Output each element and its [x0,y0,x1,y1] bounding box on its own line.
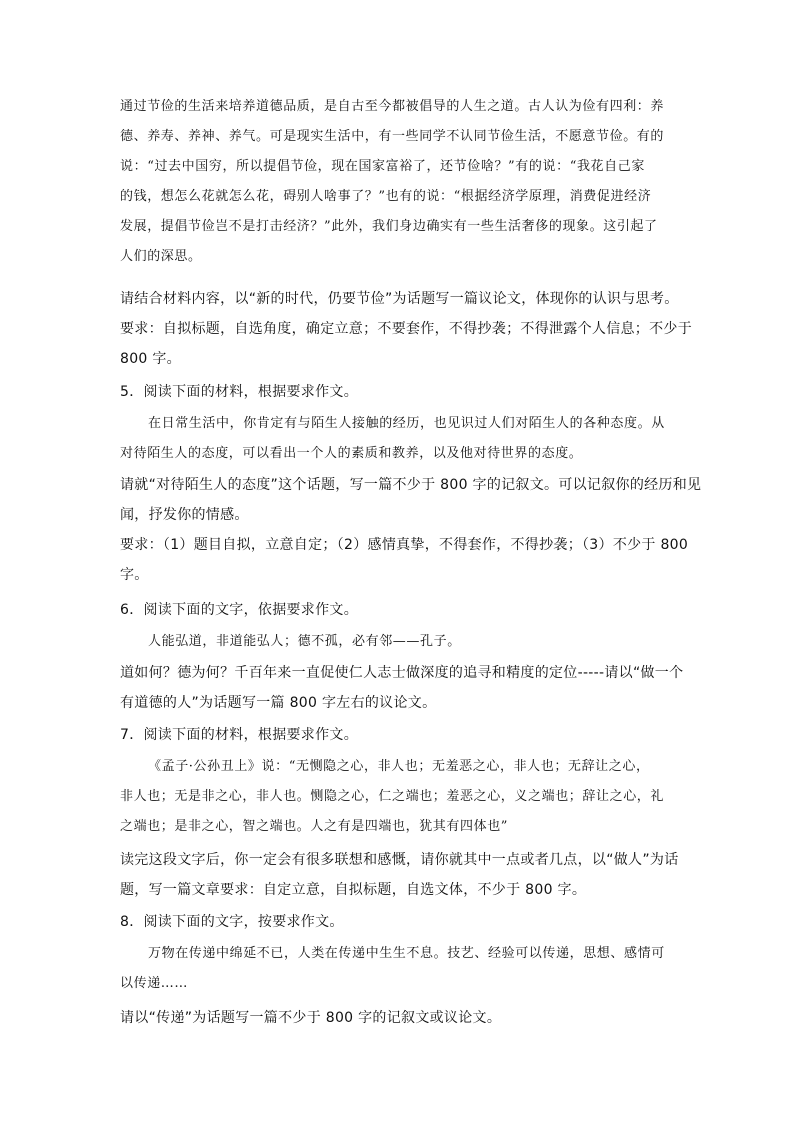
question-5-material [120,409,680,469]
material-line: 说：“过去中国穷，所以提倡节俭，现在国家富裕了，还节俭啥？”有的说：“我花自己家 [120,159,645,174]
question-8-material [120,939,680,999]
question-heading: 6．阅读下面的文字，依据要求作文。 [120,602,359,618]
question-8-task [120,1003,680,1033]
requirement-line: 800 字。 [120,351,181,367]
material-line: 万物在传递中绵延不已，人类在传递中生生不息。技艺、经验可以传递，思想、感情可 [148,946,665,961]
question-heading: 5．阅读下面的材料，根据要求作文。 [120,384,359,400]
question-6-task [120,658,684,718]
material-line: 非人也；无是非之心，非人也。恻隐之心，仁之端也；羞恶之心，义之端也；辞让之心，礼 [120,789,665,804]
material-line: 以传递…… [120,976,188,991]
quote-line: 人能弘道，非道能弘人；德不孤，必有邻——孔子。 [148,634,461,649]
material-line: 德、养寿、养神、养气。可是现实生活中，有一些同学不认同节俭生活，不愿意节俭。有的 [120,129,665,144]
question-5-task [120,470,702,590]
material-line: 发展，提倡节俭岂不是打击经济？”此外，我们身边确实有一些生活奢侈的现象。这引起了 [120,219,658,234]
task-line: 请结合材料内容，以“新的时代，仍要节俭”为话题写一篇议论文，体现你的认识与思考。 [120,291,679,307]
requirement-line: 要求：（1）题目自拟，立意自定；（2）感情真挚，不得套作，不得抄袭；（3）不少于 800 [120,537,689,553]
task-prompt-frugality [120,284,692,374]
task-line: 请以“传递”为话题写一篇不少于 800 字的记叙文或议论文。 [120,1010,502,1026]
material-line: 通过节俭的生活来培养道德品质，是自古至今都被倡导的人生之道。古人认为俭有四利：养 [120,99,665,114]
material-line: 《孟子·公孙丑上》说：“无恻隐之心，非人也；无羞恶之心，非人也；无辞让之心， [148,759,650,774]
requirement-line: 字。 [120,567,149,583]
material-line: 之端也；是非之心，智之端也。人之有是四端也，犹其有四体也” [120,819,509,834]
material-line: 人们的深思。 [120,249,202,264]
requirement-line: 要求：自拟标题，自选角度，确定立意；不要套作，不得抄袭；不得泄露个人信息；不少于 [120,321,692,337]
task-line: 请就“对待陌生人的态度”这个话题，写一篇不少于 800 字的记叙文。可以记叙你的经历和见 [120,477,702,493]
material-line: 在日常生活中，你肯定有与陌生人接触的经历，也见识过人们对陌生人的各种态度。从 [148,416,665,431]
question-5-heading [120,377,680,407]
task-line: 读完这段文字后，你一定会有很多联想和感慨，请你就其中一点或者几点，以“做人”为话 [120,852,679,868]
material-passage-frugality [120,92,680,272]
question-6-quote [120,627,680,657]
question-8-heading [120,907,680,937]
question-7-task [120,845,680,905]
question-7-heading [120,720,680,750]
question-7-material [120,752,680,842]
task-line: 题，写一篇文章要求：自定立意，自拟标题，自选文体，不少于 800 字。 [120,882,587,898]
task-line: 有道德的人”为话题写一篇 800 字左右的议论文。 [120,695,437,711]
task-line: 道如何？德为何？千百年来一直促使仁人志士做深度的追寻和精度的定位-----请以“做一个 [120,665,684,681]
task-line: 闻，抒发你的情感。 [120,507,249,523]
question-6-heading [120,595,680,625]
question-heading: 7．阅读下面的材料，根据要求作文。 [120,727,359,743]
material-line: 的钱，想怎么花就怎么花，碍别人啥事了？”也有的说：“根据经济学原理，消费促进经济 [120,189,652,204]
material-line: 对待陌生人的态度，可以看出一个人的素质和教养，以及他对待世界的态度。 [120,446,583,461]
question-heading: 8．阅读下面的文字，按要求作文。 [120,914,344,930]
